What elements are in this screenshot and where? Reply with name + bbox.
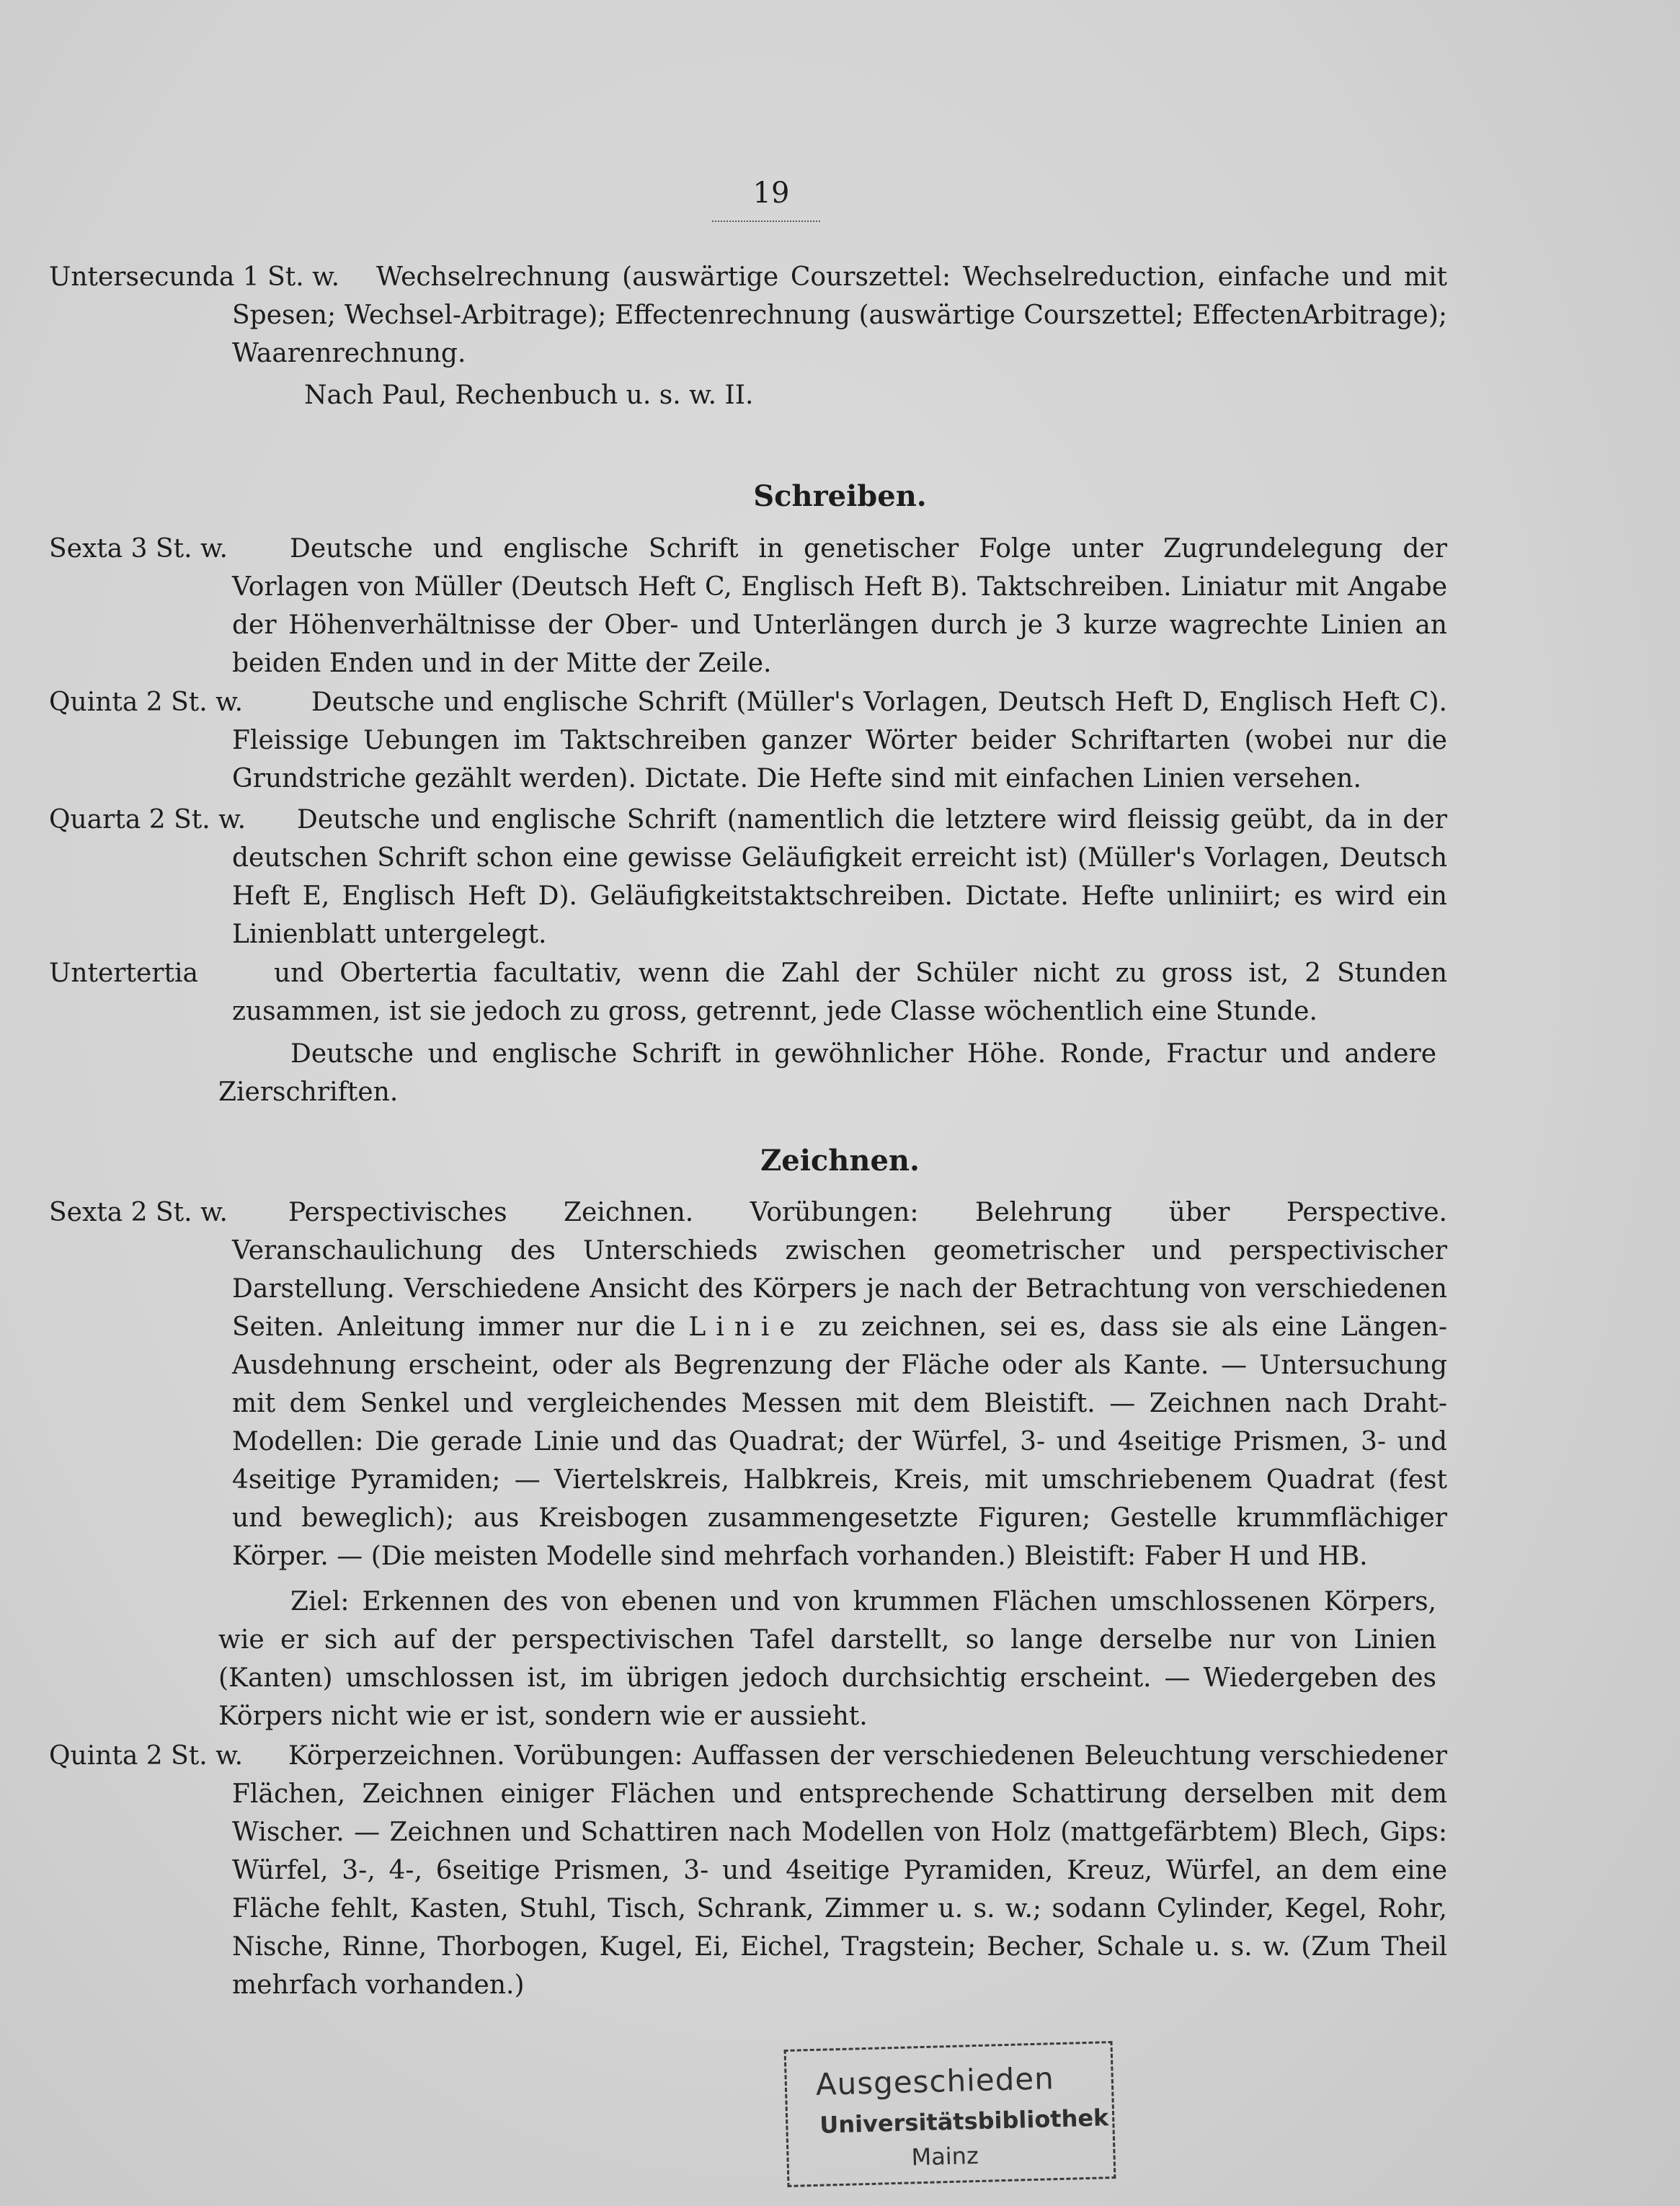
stamp-line-2: Universitätsbibliothek	[819, 2104, 1109, 2139]
section-heading-zeichnen: Zeichnen.	[760, 1144, 920, 1178]
page-number-ornament	[712, 221, 820, 222]
entry-zeichnen-quinta	[49, 1737, 1447, 2004]
paragraph-schrift: Deutsche und englische Schrift in gewöhnlicher Höhe. Ronde, Fractur und andere Zierschriften.	[218, 1039, 1436, 1107]
entry-text-continued: zu zeichnen, sei es, dass sie als eine Längen-Ausdehnung erscheint, oder als Begrenzung der Fläche oder als Kante. — Untersuchung mit dem Senkel und vergleichendes Messen mit dem Bleistift. — Zeichnen nach Draht-Modellen: Die gerade Linie und das Quadrat; der Würfel, 3- und 4seitige Prismen, 3- und 4seitige Pyramiden; — Viertelskreis, Halbkreis, Kreis, mit umschriebenem Quadrat (fest und beweglich); aus Kreisbogen zusammengesetzte Figuren; Gestelle krummflächiger Körper. — (Die meisten Modelle sind mehrfach vorhanden.) Bleistift: Faber H und HB.	[232, 1312, 1447, 1571]
entry-head: Untertertia	[49, 959, 198, 988]
entry-body	[232, 801, 1447, 953]
section-heading-schreiben: Schreiben.	[753, 479, 927, 513]
entry-schreiben-sexta	[49, 530, 1447, 682]
emphasized-word: Linie	[688, 1312, 805, 1342]
entry-head: Quarta 2 St. w.	[49, 805, 246, 835]
entry-head: Untersecunda 1 St. w.	[49, 262, 340, 292]
entry-body	[232, 1193, 1447, 1575]
library-stamp	[784, 2041, 1116, 2187]
entry-body	[232, 530, 1447, 682]
entry-untersecunda	[49, 258, 1447, 373]
entry-schreiben-untertertia	[49, 954, 1447, 1031]
entry-body	[232, 1737, 1447, 2004]
stamp-line-3: Mainz	[911, 2141, 979, 2171]
entry-text: Wechselrechnung (auswärtige Courszettel: Wechselreduction, einfache und mit Spesen; Wechsel-Arbitrage); Effectenrechnung (auswärtige Courszettel; EffectenArbitrage); Waarenrechnung.	[232, 262, 1447, 368]
entry-head: Quinta 2 St. w.	[49, 1741, 244, 1771]
entry-text: Deutsche und englische Schrift in genetischer Folge unter Zugrundelegung der Vorlagen von Müller (Deutsch Heft C, Englisch Heft B). Taktschreiben. Liniatur mit Angabe der Höhenverhältnisse der Ober- und Unterlängen durch je 3 kurze wagrechte Linien an beiden Enden und in der Mitte der Zeile.	[232, 534, 1447, 678]
entry-text: Deutsche und englische Schrift (Müller's Vorlagen, Deutsch Heft D, Englisch Heft C). Fleissige Uebungen im Taktschreiben ganzer Wörter beider Schriftarten (wobei nur die Grundstriche gezählt werden). Dictate. Die Hefte sind mit einfachen Linien versehen.	[232, 688, 1447, 793]
entry-head: Sexta 3 St. w.	[49, 534, 228, 564]
entry-zeichnen-sexta	[49, 1193, 1447, 1575]
source-note: Nach Paul, Rechenbuch u. s. w. II.	[304, 381, 754, 410]
entry-text: und Obertertia facultativ, wenn die Zahl der Schüler nicht zu gross ist, 2 Stunden zusammen, ist sie jedoch zu gross, getrennt, jede Classe wöchentlich eine Stunde.	[232, 959, 1447, 1026]
entry-body	[232, 683, 1447, 798]
entry-schreiben-quinta	[49, 683, 1447, 798]
page-number: 19	[752, 177, 790, 210]
paragraph-ziel: Ziel: Erkennen des von ebenen und von krummen Flächen umschlossenen Körpers, wie er sich auf der perspectivischen Tafel darstellt, so lange derselbe nur von Linien (Kanten) umschlossen ist, im übrigen jedoch durchsichtig erscheint. — Wiedergeben des Körpers nicht wie er ist, sondern wie er aussieht.	[218, 1587, 1436, 1731]
entry-head: Sexta 2 St. w.	[49, 1198, 228, 1227]
entry-text: Perspectivisches Zeichnen. Vorübungen: Belehrung über Perspective. Veranschaulichung des Unterschieds zwischen geometrischer und perspectivischer Darstellung. Verschiedene Ansicht des Körpers je nach der Betrachtung von verschiedenen Seiten. Anleitung immer nur die	[232, 1198, 1447, 1342]
entry-body	[232, 258, 1447, 373]
entry-body	[232, 954, 1447, 1031]
entry-schreiben-quarta	[49, 801, 1447, 953]
entry-text: Körperzeichnen. Vorübungen: Auffassen der verschiedenen Beleuchtung verschiedener Flächen, Zeichnen einiger Flächen und entsprechende Schattirung derselben mit dem Wischer. — Zeichnen und Schattiren nach Modellen von Holz (mattgefärbtem) Blech, Gips: Würfel, 3-, 4-, 6seitige Prismen, 3- und 4seitige Pyramiden, Kreuz, Würfel, an dem eine Fläche fehlt, Kasten, Stuhl, Tisch, Schrank, Zimmer u. s. w.; sodann Cylinder, Kegel, Rohr, Nische, Rinne, Thorbogen, Kugel, Ei, Eichel, Tragstein; Becher, Schale u. s. w. (Zum Theil mehrfach vorhanden.)	[232, 1741, 1447, 2000]
entry-head: Quinta 2 St. w.	[49, 688, 244, 717]
entry-text: Deutsche und englische Schrift (namentlich die letztere wird fleissig geübt, da in der deutschen Schrift schon eine gewisse Geläufigkeit erreicht ist) (Müller's Vorlagen, Deutsch Heft E, Englisch Heft D). Geläufigkeitstaktschreiben. Dictate. Hefte unliniirt; es wird ein Linienblatt untergelegt.	[232, 805, 1447, 949]
stamp-line-1: Ausgeschieden	[815, 2060, 1055, 2102]
